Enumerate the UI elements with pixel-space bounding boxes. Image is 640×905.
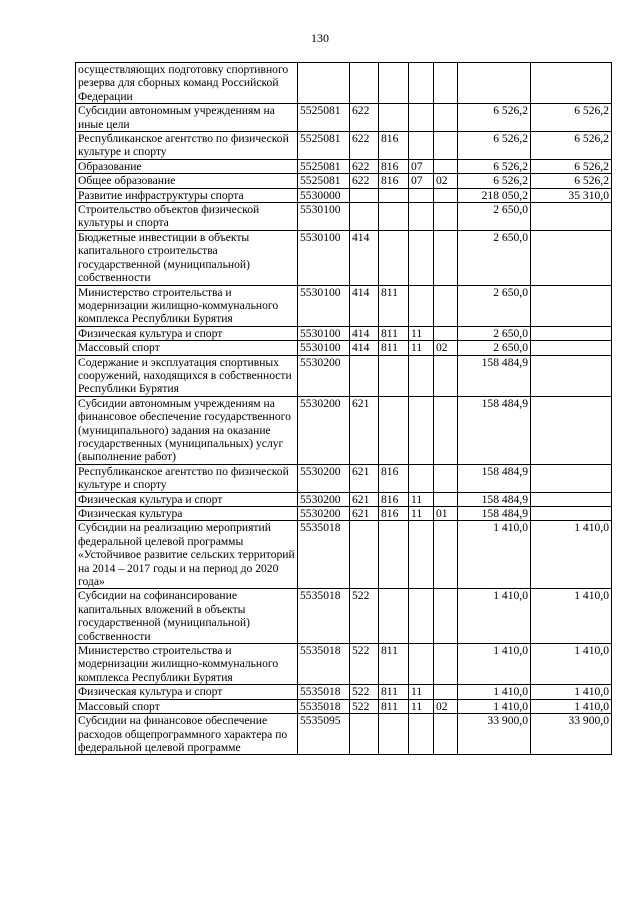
cell-subsection bbox=[434, 159, 458, 173]
cell-amount-1: 6 526,2 bbox=[458, 104, 531, 132]
cell-target-article: 5530200 bbox=[298, 507, 350, 521]
cell-section bbox=[409, 589, 434, 644]
table-row bbox=[76, 104, 612, 132]
cell-amount-1: 158 484,9 bbox=[458, 396, 531, 464]
cell-amount-2: 33 900,0 bbox=[531, 714, 612, 755]
cell-expense-type: 414 bbox=[350, 230, 379, 285]
cell-expense-type bbox=[350, 63, 379, 104]
table-row bbox=[76, 492, 612, 506]
cell-target-article: 5525081 bbox=[298, 174, 350, 188]
cell-target-article: 5530200 bbox=[298, 355, 350, 396]
cell-expense-type: 622 bbox=[350, 104, 379, 132]
cell-amount-2: 6 526,2 bbox=[531, 159, 612, 173]
cell-amount-1: 6 526,2 bbox=[458, 174, 531, 188]
cell-section bbox=[409, 132, 434, 160]
table-row bbox=[76, 285, 612, 326]
cell-amount-1: 1 410,0 bbox=[458, 521, 531, 589]
cell-name: Субсидии автономным учреждениям на финансовое обеспечение государственного (муниципального) задания на оказание государственных (муниципальных) услуг (выполнение работ) bbox=[76, 396, 298, 464]
cell-subsection: 02 bbox=[434, 699, 458, 713]
cell-name: Республиканское агентство по физической культуре и спорту bbox=[76, 132, 298, 160]
cell-ministry-code: 816 bbox=[379, 492, 409, 506]
cell-amount-1: 1 410,0 bbox=[458, 699, 531, 713]
cell-section bbox=[409, 644, 434, 685]
table-row bbox=[76, 174, 612, 188]
cell-amount-2: 1 410,0 bbox=[531, 685, 612, 699]
cell-section: 11 bbox=[409, 326, 434, 340]
table-row bbox=[76, 188, 612, 202]
cell-expense-type bbox=[350, 203, 379, 231]
cell-expense-type: 621 bbox=[350, 492, 379, 506]
table-row bbox=[76, 326, 612, 340]
cell-amount-2 bbox=[531, 203, 612, 231]
cell-ministry-code bbox=[379, 188, 409, 202]
table-row bbox=[76, 685, 612, 699]
cell-subsection bbox=[434, 326, 458, 340]
cell-expense-type: 522 bbox=[350, 699, 379, 713]
cell-target-article: 5535018 bbox=[298, 589, 350, 644]
cell-expense-type bbox=[350, 355, 379, 396]
cell-amount-1: 2 650,0 bbox=[458, 285, 531, 326]
cell-expense-type bbox=[350, 188, 379, 202]
cell-amount-2: 6 526,2 bbox=[531, 132, 612, 160]
cell-target-article: 5530100 bbox=[298, 285, 350, 326]
cell-subsection bbox=[434, 396, 458, 464]
cell-amount-2 bbox=[531, 492, 612, 506]
cell-amount-2 bbox=[531, 285, 612, 326]
cell-amount-2 bbox=[531, 464, 612, 492]
table-row bbox=[76, 230, 612, 285]
cell-amount-1: 2 650,0 bbox=[458, 326, 531, 340]
cell-amount-2: 6 526,2 bbox=[531, 174, 612, 188]
cell-target-article bbox=[298, 63, 350, 104]
cell-name: Содержание и эксплуатация спортивных сооружений, находящихся в собственности Республики Бурятия bbox=[76, 355, 298, 396]
cell-amount-1: 2 650,0 bbox=[458, 341, 531, 355]
cell-name: Физическая культура bbox=[76, 507, 298, 521]
cell-amount-1: 218 050,2 bbox=[458, 188, 531, 202]
cell-name: Строительство объектов физической культуры и спорта bbox=[76, 203, 298, 231]
cell-amount-2: 1 410,0 bbox=[531, 589, 612, 644]
cell-ministry-code bbox=[379, 203, 409, 231]
cell-ministry-code: 816 bbox=[379, 464, 409, 492]
cell-name: осуществляющих подготовку спортивного резерва для сборных команд Российской Федерации bbox=[76, 63, 298, 104]
page-number: 130 bbox=[311, 31, 329, 45]
cell-name: Образование bbox=[76, 159, 298, 173]
cell-section bbox=[409, 188, 434, 202]
cell-ministry-code: 816 bbox=[379, 174, 409, 188]
table-row bbox=[76, 159, 612, 173]
cell-amount-2: 6 526,2 bbox=[531, 104, 612, 132]
cell-amount-1: 33 900,0 bbox=[458, 714, 531, 755]
cell-target-article: 5530200 bbox=[298, 492, 350, 506]
cell-section bbox=[409, 396, 434, 464]
cell-expense-type: 622 bbox=[350, 159, 379, 173]
cell-section bbox=[409, 355, 434, 396]
cell-section: 11 bbox=[409, 685, 434, 699]
table-row bbox=[76, 464, 612, 492]
cell-name: Бюджетные инвестиции в объекты капитального строительства государственной (муниципальной) собственности bbox=[76, 230, 298, 285]
cell-subsection bbox=[434, 230, 458, 285]
cell-expense-type bbox=[350, 521, 379, 589]
cell-target-article: 5530100 bbox=[298, 230, 350, 285]
cell-name: Физическая культура и спорт bbox=[76, 492, 298, 506]
cell-ministry-code bbox=[379, 355, 409, 396]
cell-name: Субсидии на финансовое обеспечение расходов общепрограммного характера по федеральной целевой программе bbox=[76, 714, 298, 755]
cell-name: Массовый спорт bbox=[76, 699, 298, 713]
cell-expense-type: 522 bbox=[350, 589, 379, 644]
cell-name: Министерство строительства и модернизации жилищно-коммунального комплекса Республики Бурятия bbox=[76, 644, 298, 685]
cell-ministry-code: 811 bbox=[379, 644, 409, 685]
cell-subsection bbox=[434, 63, 458, 104]
cell-subsection bbox=[434, 285, 458, 326]
table-body bbox=[76, 63, 612, 755]
cell-amount-2: 1 410,0 bbox=[531, 699, 612, 713]
cell-amount-1: 158 484,9 bbox=[458, 355, 531, 396]
cell-section bbox=[409, 230, 434, 285]
cell-subsection: 01 bbox=[434, 507, 458, 521]
cell-ministry-code bbox=[379, 396, 409, 464]
cell-amount-1: 6 526,2 bbox=[458, 132, 531, 160]
cell-subsection bbox=[434, 464, 458, 492]
cell-target-article: 5525081 bbox=[298, 132, 350, 160]
cell-ministry-code: 811 bbox=[379, 285, 409, 326]
cell-target-article: 5530100 bbox=[298, 326, 350, 340]
cell-amount-2: 35 310,0 bbox=[531, 188, 612, 202]
cell-target-article: 5535018 bbox=[298, 644, 350, 685]
cell-expense-type: 414 bbox=[350, 326, 379, 340]
table-row bbox=[76, 396, 612, 464]
cell-section: 07 bbox=[409, 174, 434, 188]
cell-amount-1: 2 650,0 bbox=[458, 230, 531, 285]
cell-expense-type bbox=[350, 714, 379, 755]
cell-amount-1: 158 484,9 bbox=[458, 464, 531, 492]
cell-ministry-code bbox=[379, 589, 409, 644]
cell-expense-type: 414 bbox=[350, 285, 379, 326]
cell-subsection bbox=[434, 521, 458, 589]
cell-target-article: 5525081 bbox=[298, 159, 350, 173]
cell-ministry-code: 816 bbox=[379, 159, 409, 173]
cell-section: 11 bbox=[409, 699, 434, 713]
table-row bbox=[76, 589, 612, 644]
cell-subsection bbox=[434, 203, 458, 231]
table-row bbox=[76, 203, 612, 231]
cell-ministry-code bbox=[379, 714, 409, 755]
cell-section bbox=[409, 521, 434, 589]
cell-ministry-code bbox=[379, 63, 409, 104]
table-row bbox=[76, 341, 612, 355]
cell-amount-2 bbox=[531, 396, 612, 464]
cell-name: Физическая культура и спорт bbox=[76, 326, 298, 340]
cell-name: Физическая культура и спорт bbox=[76, 685, 298, 699]
cell-ministry-code bbox=[379, 230, 409, 285]
cell-target-article: 5535018 bbox=[298, 699, 350, 713]
cell-amount-1: 1 410,0 bbox=[458, 589, 531, 644]
cell-ministry-code: 816 bbox=[379, 507, 409, 521]
table-row bbox=[76, 699, 612, 713]
cell-section: 11 bbox=[409, 507, 434, 521]
cell-name: Субсидии на реализацию мероприятий федеральной целевой программы «Устойчивое развитие сельских территорий на 2014 – 2017 годы и на период до 2020 года» bbox=[76, 521, 298, 589]
cell-amount-2: 1 410,0 bbox=[531, 644, 612, 685]
cell-subsection: 02 bbox=[434, 341, 458, 355]
table-row bbox=[76, 507, 612, 521]
cell-amount-1: 1 410,0 bbox=[458, 644, 531, 685]
cell-subsection bbox=[434, 492, 458, 506]
table-row bbox=[76, 132, 612, 160]
cell-amount-2 bbox=[531, 507, 612, 521]
cell-target-article: 5530100 bbox=[298, 203, 350, 231]
budget-table bbox=[75, 62, 612, 755]
cell-amount-2 bbox=[531, 230, 612, 285]
cell-name: Общее образование bbox=[76, 174, 298, 188]
cell-section bbox=[409, 63, 434, 104]
cell-section bbox=[409, 285, 434, 326]
cell-subsection bbox=[434, 589, 458, 644]
cell-amount-1: 6 526,2 bbox=[458, 159, 531, 173]
cell-ministry-code: 811 bbox=[379, 326, 409, 340]
cell-expense-type: 522 bbox=[350, 685, 379, 699]
cell-amount-2: 1 410,0 bbox=[531, 521, 612, 589]
cell-ministry-code: 816 bbox=[379, 132, 409, 160]
table-row bbox=[76, 63, 612, 104]
cell-expense-type: 622 bbox=[350, 132, 379, 160]
cell-name: Развитие инфраструктуры спорта bbox=[76, 188, 298, 202]
cell-amount-1: 2 650,0 bbox=[458, 203, 531, 231]
cell-subsection bbox=[434, 188, 458, 202]
cell-expense-type: 621 bbox=[350, 507, 379, 521]
cell-target-article: 5530200 bbox=[298, 396, 350, 464]
cell-amount-1: 158 484,9 bbox=[458, 492, 531, 506]
cell-section bbox=[409, 104, 434, 132]
cell-subsection bbox=[434, 104, 458, 132]
table-row bbox=[76, 714, 612, 755]
cell-ministry-code bbox=[379, 521, 409, 589]
cell-section: 11 bbox=[409, 341, 434, 355]
cell-amount-2 bbox=[531, 341, 612, 355]
cell-subsection bbox=[434, 714, 458, 755]
cell-subsection bbox=[434, 685, 458, 699]
cell-ministry-code: 811 bbox=[379, 341, 409, 355]
cell-name: Республиканское агентство по физической культуре и спорту bbox=[76, 464, 298, 492]
cell-expense-type: 621 bbox=[350, 396, 379, 464]
cell-ministry-code: 811 bbox=[379, 699, 409, 713]
cell-ministry-code bbox=[379, 104, 409, 132]
cell-ministry-code: 811 bbox=[379, 685, 409, 699]
cell-target-article: 5535095 bbox=[298, 714, 350, 755]
cell-amount-1 bbox=[458, 63, 531, 104]
cell-section bbox=[409, 464, 434, 492]
cell-amount-2 bbox=[531, 63, 612, 104]
table-row bbox=[76, 644, 612, 685]
cell-target-article: 5525081 bbox=[298, 104, 350, 132]
cell-expense-type: 622 bbox=[350, 174, 379, 188]
cell-expense-type: 414 bbox=[350, 341, 379, 355]
table-row bbox=[76, 355, 612, 396]
cell-target-article: 5535018 bbox=[298, 521, 350, 589]
cell-subsection bbox=[434, 132, 458, 160]
cell-name: Министерство строительства и модернизации жилищно-коммунального комплекса Республики Бурятия bbox=[76, 285, 298, 326]
cell-target-article: 5530100 bbox=[298, 341, 350, 355]
cell-section: 07 bbox=[409, 159, 434, 173]
cell-subsection bbox=[434, 355, 458, 396]
cell-amount-2 bbox=[531, 326, 612, 340]
cell-name: Массовый спорт bbox=[76, 341, 298, 355]
cell-expense-type: 522 bbox=[350, 644, 379, 685]
cell-subsection: 02 bbox=[434, 174, 458, 188]
cell-target-article: 5530200 bbox=[298, 464, 350, 492]
cell-amount-1: 158 484,9 bbox=[458, 507, 531, 521]
cell-section bbox=[409, 714, 434, 755]
cell-name: Субсидии на софинансирование капитальных вложений в объекты государственной (муниципальной) собственности bbox=[76, 589, 298, 644]
cell-amount-1: 1 410,0 bbox=[458, 685, 531, 699]
cell-section: 11 bbox=[409, 492, 434, 506]
cell-subsection bbox=[434, 644, 458, 685]
cell-section bbox=[409, 203, 434, 231]
cell-expense-type: 621 bbox=[350, 464, 379, 492]
cell-target-article: 5535018 bbox=[298, 685, 350, 699]
cell-amount-2 bbox=[531, 355, 612, 396]
cell-target-article: 5530000 bbox=[298, 188, 350, 202]
cell-name: Субсидии автономным учреждениям на иные цели bbox=[76, 104, 298, 132]
table-row bbox=[76, 521, 612, 589]
